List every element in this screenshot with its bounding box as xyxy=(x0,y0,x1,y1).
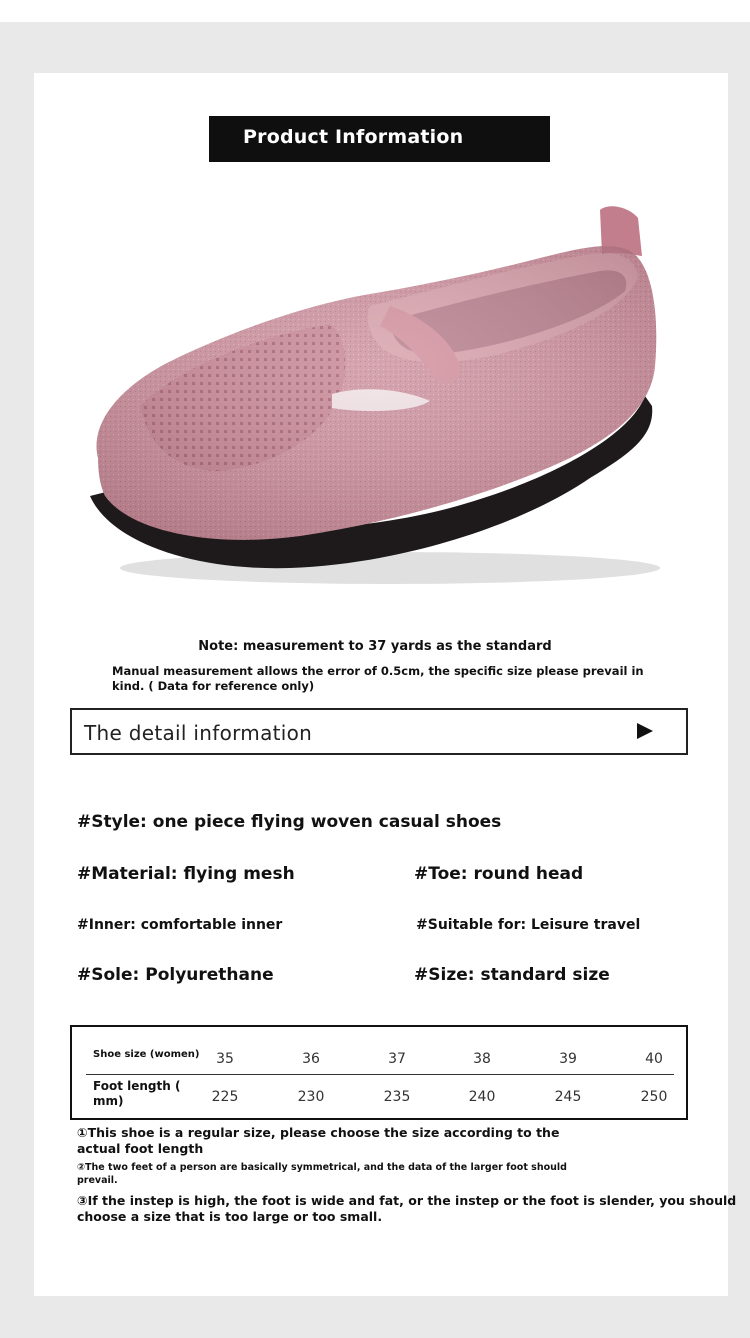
length-cell: 240 xyxy=(468,1089,496,1105)
attr-style: #Style: one piece flying woven casual shoes xyxy=(77,812,502,832)
length-cell: 235 xyxy=(383,1089,411,1105)
attr-inner: #Inner: comfortable inner xyxy=(77,917,283,933)
footnote-3-cont: choose a size that is too large or too small. xyxy=(77,1209,383,1224)
play-arrow-icon xyxy=(635,721,655,741)
foot-length-label: Foot length ( xyxy=(93,1079,181,1093)
shoe-icon xyxy=(70,196,680,596)
top-strip xyxy=(0,0,750,22)
length-cell: 245 xyxy=(554,1089,582,1105)
attr-size: #Size: standard size xyxy=(414,965,610,985)
attr-toe: #Toe: round head xyxy=(414,864,584,884)
size-cell: 40 xyxy=(645,1051,663,1067)
detail-info-label: The detail information xyxy=(84,721,313,745)
size-cell: 35 xyxy=(216,1051,234,1067)
footnote-2-cont: prevail. xyxy=(77,1175,118,1186)
measurement-note: Note: measurement to 37 yards as the standard xyxy=(198,639,552,654)
product-info-header xyxy=(209,116,550,162)
foot-length-label-unit: mm) xyxy=(93,1094,124,1108)
size-cell: 39 xyxy=(559,1051,577,1067)
footnote-1: ①This shoe is a regular size, please choose the size according to the xyxy=(77,1125,560,1140)
shoe-image xyxy=(70,196,680,596)
shoe-size-label: Shoe size (women) xyxy=(93,1049,200,1060)
detail-info-bar xyxy=(70,708,688,755)
attr-suitable: #Suitable for: Leisure travel xyxy=(416,917,641,933)
size-cell: 38 xyxy=(473,1051,491,1067)
size-cell: 36 xyxy=(302,1051,320,1067)
size-cell: 37 xyxy=(388,1051,406,1067)
length-cell: 230 xyxy=(297,1089,325,1105)
length-cell: 250 xyxy=(640,1089,668,1105)
error-note: Manual measurement allows the error of 0.5cm, the specific size please prevail in kind. ( Data for reference only) xyxy=(112,664,644,693)
length-cell: 225 xyxy=(211,1089,239,1105)
attr-sole: #Sole: Polyurethane xyxy=(77,965,274,985)
attr-material: #Material: flying mesh xyxy=(77,864,295,884)
footnote-2: ②The two feet of a person are basically symmetrical, and the data of the larger foot should xyxy=(77,1162,567,1173)
footnote-1-cont: actual foot length xyxy=(77,1141,204,1156)
page-title: Product Information xyxy=(243,126,464,148)
footnote-3: ③If the instep is high, the foot is wide and fat, or the instep or the foot is slender, you should xyxy=(77,1193,737,1208)
size-table xyxy=(70,1025,688,1120)
table-divider xyxy=(86,1074,674,1075)
